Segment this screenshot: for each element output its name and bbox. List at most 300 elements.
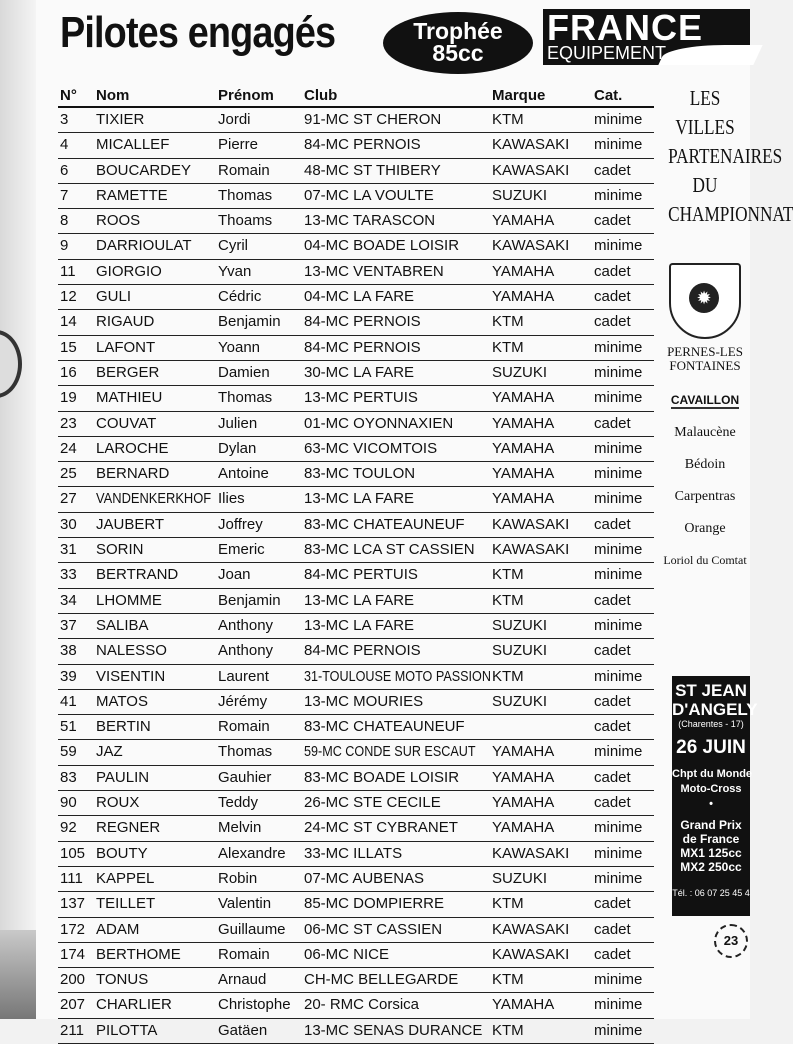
cell-nom: VANDENKERKHOF <box>96 490 212 508</box>
cell-num: 30 <box>60 515 77 533</box>
cell-prenom: Romain <box>218 945 270 963</box>
table-row <box>58 867 654 892</box>
cell-nom: VISENTIN <box>96 667 166 685</box>
cell-club: 06-MC ST CASSIEN <box>304 920 443 938</box>
cell-nom: TEILLET <box>96 895 156 913</box>
table-row <box>58 538 654 563</box>
cell-club: 13-MC TARASCON <box>304 212 436 230</box>
village-name: Loriol du Comtat <box>663 553 747 567</box>
cell-num: 27 <box>60 490 77 508</box>
event-line: Moto-Cross <box>680 783 742 795</box>
cell-num: 33 <box>60 566 77 584</box>
cell-num: 24 <box>60 439 77 457</box>
village-name: Carpentras <box>674 489 736 504</box>
cell-club: 83-MC TOULON <box>304 465 416 483</box>
town-name-line1: PERNES-LES <box>667 344 743 359</box>
left-page-edge <box>0 0 36 1019</box>
table-row <box>58 918 654 943</box>
cell-nom: BERNARD <box>96 465 170 483</box>
table-row <box>58 589 654 614</box>
cell-nom: SALIBA <box>96 616 149 634</box>
table-row <box>58 614 654 639</box>
cell-marque: SUZUKI <box>492 642 548 660</box>
cell-marque: KAWASAKI <box>492 237 570 255</box>
cell-num: 39 <box>60 667 77 685</box>
cell-nom: GULI <box>96 288 132 306</box>
col-marque: Marque <box>492 87 546 104</box>
col-cat: Cat. <box>594 87 623 104</box>
cell-nom: BERGER <box>96 363 160 381</box>
table-row <box>58 740 654 765</box>
cell-club: 13-MC PERTUIS <box>304 389 418 407</box>
cell-prenom: Melvin <box>218 819 262 837</box>
cell-club: 84-MC PERNOIS <box>304 338 421 356</box>
table-row <box>58 133 654 158</box>
cell-nom: TIXIER <box>96 111 145 128</box>
cell-marque: KTM <box>492 566 524 584</box>
cell-cat: minime <box>594 616 643 634</box>
cell-prenom: Damien <box>218 363 270 381</box>
cell-cat: minime <box>594 844 643 862</box>
table-row <box>58 108 654 133</box>
table-row <box>58 816 654 841</box>
cell-cat: cadet <box>594 212 631 230</box>
cell-cat: minime <box>594 566 643 584</box>
cell-prenom: Cyril <box>218 237 248 255</box>
cell-prenom: Laurent <box>218 667 269 685</box>
table-row <box>58 513 654 538</box>
cell-marque: SUZUKI <box>492 869 548 887</box>
town-name-line2: FONTAINES <box>669 358 741 373</box>
cell-cat: minime <box>594 237 643 255</box>
table-row <box>58 285 654 310</box>
cell-num: 15 <box>60 338 77 356</box>
cell-cat: cadet <box>594 262 631 280</box>
cell-nom: GIORGIO <box>96 262 162 280</box>
cell-cat: minime <box>594 996 643 1014</box>
table-row <box>58 386 654 411</box>
cell-cat: cadet <box>594 414 631 432</box>
cell-prenom: Guillaume <box>218 920 286 938</box>
cell-prenom: Joffrey <box>218 515 263 533</box>
cell-cat: cadet <box>594 161 631 179</box>
cell-club: 13-MC SENAS DURANCE <box>304 1021 483 1039</box>
cell-nom: LAROCHE <box>96 439 169 457</box>
col-prenom: Prénom <box>218 87 274 104</box>
cell-cat: minime <box>594 136 643 154</box>
table-row <box>58 968 654 993</box>
cell-num: 6 <box>60 161 69 179</box>
cell-marque: KTM <box>492 667 524 685</box>
cell-nom: MATOS <box>96 692 148 710</box>
cell-num: 92 <box>60 819 77 837</box>
cell-prenom: Benjamin <box>218 591 281 609</box>
cell-nom: SORIN <box>96 541 144 559</box>
cell-num: 12 <box>60 288 77 306</box>
table-row <box>58 437 654 462</box>
cell-num: 174 <box>60 945 86 963</box>
col-club: Club <box>304 87 338 104</box>
trophy-badge <box>383 12 533 74</box>
table-row <box>58 159 654 184</box>
cell-marque: KTM <box>492 591 524 609</box>
table-row <box>58 943 654 968</box>
cell-cat: minime <box>594 819 643 837</box>
cell-club: 48-MC ST THIBERY <box>304 161 441 179</box>
cell-marque: YAMAHA <box>492 389 555 407</box>
cell-nom: BOUCARDEY <box>96 161 192 179</box>
cell-nom: TONUS <box>96 971 149 989</box>
partner-heading-line: DU <box>692 173 718 197</box>
sun-icon: ✹ <box>689 283 719 313</box>
cell-num: 38 <box>60 642 77 660</box>
cell-marque: YAMAHA <box>492 465 555 483</box>
cell-prenom: Valentin <box>218 895 272 913</box>
cell-marque: YAMAHA <box>492 490 555 508</box>
cell-num: 9 <box>60 237 69 255</box>
cell-club: 84-MC PERNOIS <box>304 313 421 331</box>
cell-num: 59 <box>60 743 77 761</box>
page-title: Pilotes engagés <box>60 8 336 57</box>
cell-cat: cadet <box>594 768 631 786</box>
cell-num: 11 <box>60 262 76 280</box>
cell-marque: YAMAHA <box>492 743 555 761</box>
partner-heading-line: LES <box>689 86 721 110</box>
table-row <box>58 361 654 386</box>
cell-club: 01-MC OYONNAXIEN <box>304 414 454 432</box>
cell-nom: ROOS <box>96 212 141 230</box>
table-row <box>58 234 654 259</box>
cell-nom: RIGAUD <box>96 313 155 331</box>
cell-cat: cadet <box>594 288 631 306</box>
town-crest-icon <box>669 263 741 339</box>
cell-prenom: Julien <box>218 414 258 432</box>
event-line: Chpt du Monde <box>672 768 753 780</box>
cell-club: 07-MC LA VOULTE <box>304 186 434 204</box>
event-gp: de France <box>682 832 740 846</box>
village-name: Bédoin <box>684 457 726 472</box>
cell-cat: minime <box>594 439 643 457</box>
cell-nom: PILOTTA <box>96 1021 158 1039</box>
cell-club: 63-MC VICOMTOIS <box>304 439 438 457</box>
cell-cat: minime <box>594 490 643 508</box>
table-row <box>58 563 654 588</box>
table-row <box>58 260 654 285</box>
cell-marque: SUZUKI <box>492 363 548 381</box>
cell-club: 04-MC LA FARE <box>304 288 415 306</box>
cell-club: 59-MC CONDE SUR ESCAUT <box>304 743 476 761</box>
page-number: 23 <box>714 924 748 958</box>
town-name <box>660 345 750 373</box>
cell-marque: YAMAHA <box>492 996 555 1014</box>
cell-marque: KTM <box>492 971 524 989</box>
cell-marque: YAMAHA <box>492 414 555 432</box>
cell-club: 26-MC STE CECILE <box>304 794 441 812</box>
cell-num: 37 <box>60 616 77 634</box>
cell-club: 13-MC LA FARE <box>304 591 415 609</box>
cell-num: 211 <box>60 1021 84 1039</box>
cell-num: 16 <box>60 363 77 381</box>
event-ad <box>672 676 758 916</box>
cell-marque: KAWASAKI <box>492 541 570 559</box>
cell-club: 84-MC PERTUIS <box>304 566 418 584</box>
cell-prenom: Gatäen <box>218 1021 268 1039</box>
trophy-label: Trophée 85cc <box>413 18 503 66</box>
cell-num: 137 <box>60 895 86 913</box>
cell-club: 83-MC CHATEAUNEUF <box>304 718 465 736</box>
cell-nom: LAFONT <box>96 338 156 356</box>
cell-num: 7 <box>60 186 69 204</box>
event-bullet: • <box>709 798 713 810</box>
cell-cat: cadet <box>594 794 631 812</box>
table-header <box>58 84 654 108</box>
cell-prenom: Pierre <box>218 136 259 154</box>
cell-num: 19 <box>60 389 77 407</box>
riders-table <box>58 84 654 1044</box>
cell-prenom: Cédric <box>218 288 262 306</box>
event-gp: Grand Prix <box>680 818 742 832</box>
cell-marque: YAMAHA <box>492 439 555 457</box>
cell-nom: NALESSO <box>96 642 167 660</box>
cell-marque: KTM <box>492 895 524 913</box>
cell-club: 83-MC LCA ST CASSIEN <box>304 541 475 559</box>
cell-prenom: Yoann <box>218 338 260 356</box>
cell-prenom: Joan <box>218 566 251 584</box>
cell-prenom: Dylan <box>218 439 257 457</box>
cell-club: 83-MC BOADE LOISIR <box>304 768 460 786</box>
cell-marque: SUZUKI <box>492 616 548 634</box>
cell-cat: cadet <box>594 642 631 660</box>
cell-num: 14 <box>60 313 77 331</box>
village-name: Orange <box>684 521 726 536</box>
partner-sidebar <box>660 84 793 568</box>
cell-prenom: Ilies <box>218 490 245 508</box>
sponsor-logo <box>543 9 750 65</box>
cell-cat: minime <box>594 389 643 407</box>
cell-num: 200 <box>60 971 86 989</box>
cell-cat: cadet <box>594 718 631 736</box>
cell-marque: KAWASAKI <box>492 945 570 963</box>
cell-prenom: Benjamin <box>218 313 281 331</box>
cell-cat: minime <box>594 465 643 483</box>
cell-nom: PAULIN <box>96 768 150 786</box>
cell-club: 83-MC CHATEAUNEUF <box>304 515 465 533</box>
partner-heading-line: VILLES <box>675 115 735 139</box>
table-row <box>58 336 654 361</box>
cell-marque: YAMAHA <box>492 819 555 837</box>
cell-club: 07-MC AUBENAS <box>304 869 425 887</box>
cell-num: 4 <box>60 136 69 154</box>
cell-marque: KAWASAKI <box>492 920 570 938</box>
cell-num: 207 <box>60 996 86 1014</box>
partner-heading-line: PARTENAIRES <box>668 144 783 168</box>
cell-num: 23 <box>60 414 77 432</box>
cell-cat: cadet <box>594 692 631 710</box>
cell-marque: KTM <box>492 111 524 128</box>
event-city: ST JEAN <box>675 681 747 700</box>
cell-cat: cadet <box>594 895 631 913</box>
cell-prenom: Yvan <box>218 262 252 280</box>
cell-marque: YAMAHA <box>492 212 555 230</box>
cell-cat: minime <box>594 667 643 685</box>
cell-club: 13-MC LA FARE <box>304 490 415 508</box>
cell-marque: KTM <box>492 338 524 356</box>
cell-prenom: Thoams <box>218 212 273 230</box>
left-page-photo-fragment <box>0 930 36 1019</box>
cell-prenom: Thomas <box>218 743 273 761</box>
cell-cat: minime <box>594 971 643 989</box>
table-row <box>58 791 654 816</box>
cell-marque: KAWASAKI <box>492 844 570 862</box>
cell-prenom: Alexandre <box>218 844 286 862</box>
cell-num: 51 <box>60 718 77 736</box>
cell-nom: MATHIEU <box>96 389 163 407</box>
partner-heading-line: CHAMPIONNAT <box>668 202 793 226</box>
cell-prenom: Jordi <box>218 111 251 128</box>
cell-cat: cadet <box>594 920 631 938</box>
cell-prenom: Gauhier <box>218 768 272 786</box>
cell-cat: cadet <box>594 945 631 963</box>
cell-nom: COUVAT <box>96 414 157 432</box>
cell-prenom: Jérémy <box>218 692 268 710</box>
table-body <box>58 108 654 1044</box>
cell-club: CH-MC BELLEGARDE <box>304 971 459 989</box>
table-row <box>58 842 654 867</box>
cell-marque: KTM <box>492 313 524 331</box>
cell-num: 8 <box>60 212 69 230</box>
cavaillon-logo: CAVAILLON <box>670 393 740 407</box>
cell-nom: JAZ <box>96 743 123 761</box>
cell-marque: YAMAHA <box>492 794 555 812</box>
cell-nom: BERTRAND <box>96 566 179 584</box>
cell-club: 13-MC MOURIES <box>304 692 424 710</box>
cell-marque: SUZUKI <box>492 692 548 710</box>
cell-cat: cadet <box>594 313 631 331</box>
table-row <box>58 310 654 335</box>
cell-prenom: Emeric <box>218 541 265 559</box>
cell-club: 33-MC ILLATS <box>304 844 403 862</box>
event-phone: Tél. : 06 07 25 45 4 <box>672 888 750 898</box>
cell-cat: minime <box>594 541 643 559</box>
village-name: Malaucène <box>674 425 736 440</box>
cell-prenom: Anthony <box>218 616 274 634</box>
table-row <box>58 639 654 664</box>
cell-marque: SUZUKI <box>492 186 548 204</box>
cell-num: 105 <box>60 844 86 862</box>
cell-marque: KTM <box>492 1021 524 1039</box>
cell-cat: cadet <box>594 591 631 609</box>
cell-prenom: Romain <box>218 161 270 179</box>
cell-prenom: Romain <box>218 718 270 736</box>
cell-club: 04-MC BOADE LOISIR <box>304 237 460 255</box>
cell-num: 41 <box>60 692 77 710</box>
cell-club: 24-MC ST CYBRANET <box>304 819 458 837</box>
table-row <box>58 412 654 437</box>
cell-nom: BOUTY <box>96 844 148 862</box>
cell-prenom: Robin <box>218 869 258 887</box>
table-row <box>58 690 654 715</box>
cell-num: 111 <box>60 869 83 887</box>
col-nom: Nom <box>96 87 130 104</box>
cell-nom: MICALLEF <box>96 136 170 154</box>
cell-prenom: Antoine <box>218 465 269 483</box>
cell-num: 3 <box>60 111 69 128</box>
cell-num: 90 <box>60 794 77 812</box>
sponsor-logo-sub: EQUIPEMENT <box>547 43 667 63</box>
cell-prenom: Thomas <box>218 389 273 407</box>
cell-num: 34 <box>60 591 77 609</box>
table-row <box>58 487 654 512</box>
cell-club: 85-MC DOMPIERRE <box>304 895 445 913</box>
col-num: N° <box>60 87 77 104</box>
cell-cat: minime <box>594 363 643 381</box>
cell-nom: ROUX <box>96 794 140 812</box>
sponsor-logo-main: FRANCE <box>547 7 703 48</box>
cell-cat: minime <box>594 111 643 128</box>
cell-num: 83 <box>60 768 77 786</box>
cell-marque: KAWASAKI <box>492 515 570 533</box>
table-row <box>58 665 654 690</box>
event-gp: MX2 250cc <box>680 860 742 874</box>
cell-nom: ADAM <box>96 920 140 938</box>
cell-marque: KAWASAKI <box>492 136 570 154</box>
event-gp: MX1 125cc <box>680 846 742 860</box>
cell-cat: minime <box>594 338 643 356</box>
cell-club: 13-MC VENTABREN <box>304 262 444 280</box>
cell-club: 84-MC PERNOIS <box>304 136 421 154</box>
cell-nom: DARRIOULAT <box>96 237 192 255</box>
cell-marque: YAMAHA <box>492 768 555 786</box>
partner-heading <box>668 84 793 229</box>
table-row <box>58 715 654 740</box>
cell-marque: YAMAHA <box>492 288 555 306</box>
cell-prenom: Christophe <box>218 996 291 1014</box>
cell-nom: LHOMME <box>96 591 162 609</box>
cell-nom: BERTIN <box>96 718 151 736</box>
table-row <box>58 1019 654 1044</box>
cell-nom: RAMETTE <box>96 186 168 204</box>
cell-club: 20- RMC Corsica <box>304 996 420 1014</box>
cell-marque: YAMAHA <box>492 262 555 280</box>
cell-prenom: Teddy <box>218 794 259 812</box>
cell-club: 31-TOULOUSE MOTO PASSION <box>304 667 491 685</box>
cell-club: 84-MC PERNOIS <box>304 642 421 660</box>
cell-num: 172 <box>60 920 86 938</box>
cell-cat: minime <box>594 1021 643 1039</box>
event-city: D'ANGELY <box>672 700 758 719</box>
event-department: (Charentes - 17) <box>678 719 744 729</box>
cell-club: 91-MC ST CHERON <box>304 111 442 128</box>
table-row <box>58 209 654 234</box>
cell-prenom: Anthony <box>218 642 274 660</box>
event-date: 26 JUIN <box>676 737 746 758</box>
table-row <box>58 766 654 791</box>
table-row <box>58 993 654 1018</box>
cell-nom: CHARLIER <box>96 996 172 1014</box>
cell-prenom: Arnaud <box>218 971 267 989</box>
cell-nom: BERTHOME <box>96 945 181 963</box>
cell-cat: minime <box>594 869 643 887</box>
cell-num: 25 <box>60 465 77 483</box>
cell-marque: KAWASAKI <box>492 161 570 179</box>
cell-nom: JAUBERT <box>96 515 165 533</box>
cell-nom: KAPPEL <box>96 869 155 887</box>
cell-cat: minime <box>594 186 643 204</box>
cell-club: 30-MC LA FARE <box>304 363 415 381</box>
cell-cat: cadet <box>594 515 631 533</box>
table-row <box>58 184 654 209</box>
cell-cat: minime <box>594 743 643 761</box>
